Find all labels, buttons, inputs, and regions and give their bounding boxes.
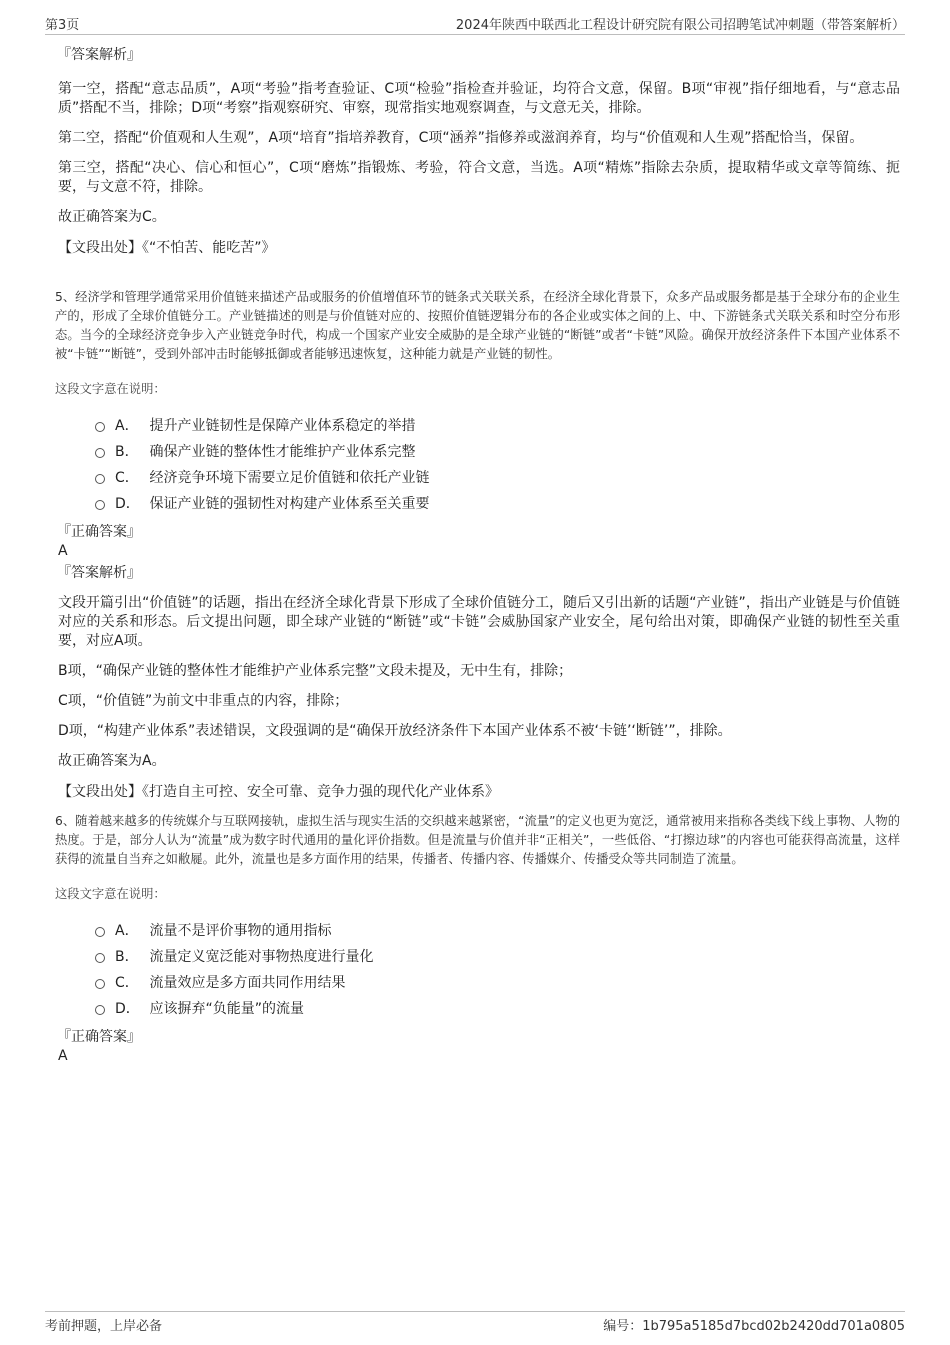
q5-analysis-paragraph: B项，“确保产业链的整体性才能维护产业体系完整”文段未提及，无中生有，排除；	[58, 663, 573, 679]
q6-text: 6、随着越来越多的传统媒介与互联网接轨，虚拟生活与现实生活的交织越来越紧密，“流量”的定义也更为宽泛，通常被用来指称各类线下线上事物、人物的热度。于是，部分人认为“流量”成为数字时代通用的量化评价指数。但是流量与价值并非“正相关”，一些低俗、“打擦边球”的内容也可能获得高流量，这样获得的流量自当弃之如敝屣。此外，流量也是多方面作用的结果，传播者、传播内容、传播媒介、传播受众等共同制造了流量。	[55, 814, 900, 866]
q5-prompt: 这段文字意在说明：	[55, 382, 166, 396]
q6-option-a[interactable]	[95, 918, 900, 944]
q5-analysis-label: 『答案解析』	[57, 565, 141, 581]
document-title: 2024年陕西中联西北工程设计研究院有限公司招聘笔试冲刺题（带答案解析）	[455, 18, 905, 33]
footer-slogan: 考前押题，上岸必备	[45, 1319, 163, 1334]
option-letter: C．	[115, 975, 139, 991]
q5-conclusion: 故正确答案为A。	[58, 753, 166, 769]
option-letter: B．	[115, 444, 139, 460]
q4-source: 【文段出处】《“不怕苦、能吃苦”》	[58, 240, 276, 256]
page-header	[45, 14, 905, 35]
document-body	[55, 44, 900, 1067]
option-letter: A．	[115, 418, 139, 434]
q5-answer-label: 『正确答案』	[57, 524, 141, 540]
radio-icon[interactable]	[95, 953, 105, 963]
option-text: 流量定义宽泛能对事物热度进行量化	[149, 949, 374, 965]
option-text: 确保产业链的整体性才能维护产业体系完整	[149, 444, 416, 460]
radio-icon[interactable]	[95, 1005, 105, 1015]
q6-option-c[interactable]	[95, 970, 900, 996]
radio-icon[interactable]	[95, 474, 105, 484]
document-code: 编号：1b795a5185d7bcd02b2420dd701a0805	[603, 1319, 905, 1334]
q6-answer-label: 『正确答案』	[57, 1029, 141, 1045]
q6-option-d[interactable]	[95, 996, 900, 1022]
page-footer	[45, 1311, 905, 1335]
q5-answer: A	[58, 543, 68, 559]
q6-option-b[interactable]	[95, 944, 900, 970]
option-text: 经济竞争环境下需要立足价值链和依托产业链	[149, 470, 430, 486]
option-letter: D．	[115, 1001, 140, 1017]
q4-analysis-paragraph: 第一空，搭配“意志品质”，A项“考验”指考查验证、C项“检验”指检查并验证，均符合文意，保留。B项“审视”指仔细地看，与“意志品质”搭配不当，排除；D项“考察”指观察研究、审察，现常指实地观察调查，与文意无关，排除。	[58, 81, 900, 116]
q5-option-b[interactable]	[95, 439, 900, 465]
option-text: 应该摒弃“负能量”的流量	[149, 1001, 304, 1017]
q6-prompt: 这段文字意在说明：	[55, 887, 166, 901]
option-letter: C．	[115, 470, 139, 486]
q5-option-d[interactable]	[95, 491, 900, 517]
page-number: 第3页	[45, 18, 80, 33]
radio-icon[interactable]	[95, 927, 105, 937]
q4-analysis-label: 『答案解析』	[57, 47, 141, 63]
q4-analysis-paragraph: 第二空，搭配“价值观和人生观”，A项“培育”指培养教育，C项“涵养”指修养或滋润养育，均与“价值观和人生观”搭配恰当，保留。	[58, 130, 864, 146]
option-text: 流量不是评价事物的通用指标	[149, 923, 332, 939]
q5-analysis-paragraph: 文段开篇引出“价值链”的话题，指出在经济全球化背景下形成了全球价值链分工，随后又引出新的话题“产业链”，指出产业链是与价值链对应的关系和形态。后文提出问题，即全球产业链的“断链”或“卡链”会威胁国家产业安全，尾句给出对策，即确保产业链的韧性至关重要，对应A项。	[58, 595, 900, 649]
radio-icon[interactable]	[95, 422, 105, 432]
q5-option-c[interactable]	[95, 465, 900, 491]
radio-icon[interactable]	[95, 500, 105, 510]
q5-options	[95, 413, 900, 517]
radio-icon[interactable]	[95, 448, 105, 458]
q5-analysis-paragraph: C项，“价值链”为前文中非重点的内容，排除；	[58, 693, 349, 709]
radio-icon[interactable]	[95, 979, 105, 989]
option-text: 提升产业链韧性是保障产业体系稳定的举措	[149, 418, 416, 434]
q5-source: 【文段出处】《打造自主可控、安全可靠、竞争力强的现代化产业体系》	[58, 784, 499, 800]
option-letter: B．	[115, 949, 139, 965]
q5-option-a[interactable]	[95, 413, 900, 439]
q6-answer: A	[58, 1048, 68, 1064]
q4-analysis-paragraph: 第三空，搭配“决心、信心和恒心”，C项“磨炼”指锻炼、考验，符合文意，当选。A项“精炼”指除去杂质，提取精华或文章等简练、扼要，与文意不符，排除。	[58, 160, 900, 195]
option-text: 流量效应是多方面共同作用结果	[149, 975, 346, 991]
q4-conclusion: 故正确答案为C。	[58, 209, 166, 225]
q6-options	[95, 918, 900, 1022]
option-letter: A．	[115, 923, 139, 939]
q5-text: 5、经济学和管理学通常采用价值链来描述产品或服务的价值增值环节的链条式关联关系，在经济全球化背景下，众多产品或服务都是基于全球分布的企业生产的，形成了全球价值链分工。产业链描述的则是与价值链对应的、按照价值链逻辑分布的各企业或实体之间的上、中、下游链条式关联关系和时空分布形态。当今的全球经济竞争步入产业链竞争时代，构成一个国家产业安全威胁的是全球产业链的“断链”或者“卡链”风险。确保开放经济条件下本国产业体系不被“卡链”“断链”，受到外部冲击时能够抵御或者能够迅速恢复，这种能力就是产业链的韧性。	[55, 290, 900, 361]
q5-analysis-paragraph: D项，“构建产业体系”表述错误，文段强调的是“确保开放经济条件下本国产业体系不被‘卡链’‘断链’”，排除。	[58, 723, 732, 739]
option-text: 保证产业链的强韧性对构建产业体系至关重要	[149, 496, 430, 512]
option-letter: D．	[115, 496, 140, 512]
